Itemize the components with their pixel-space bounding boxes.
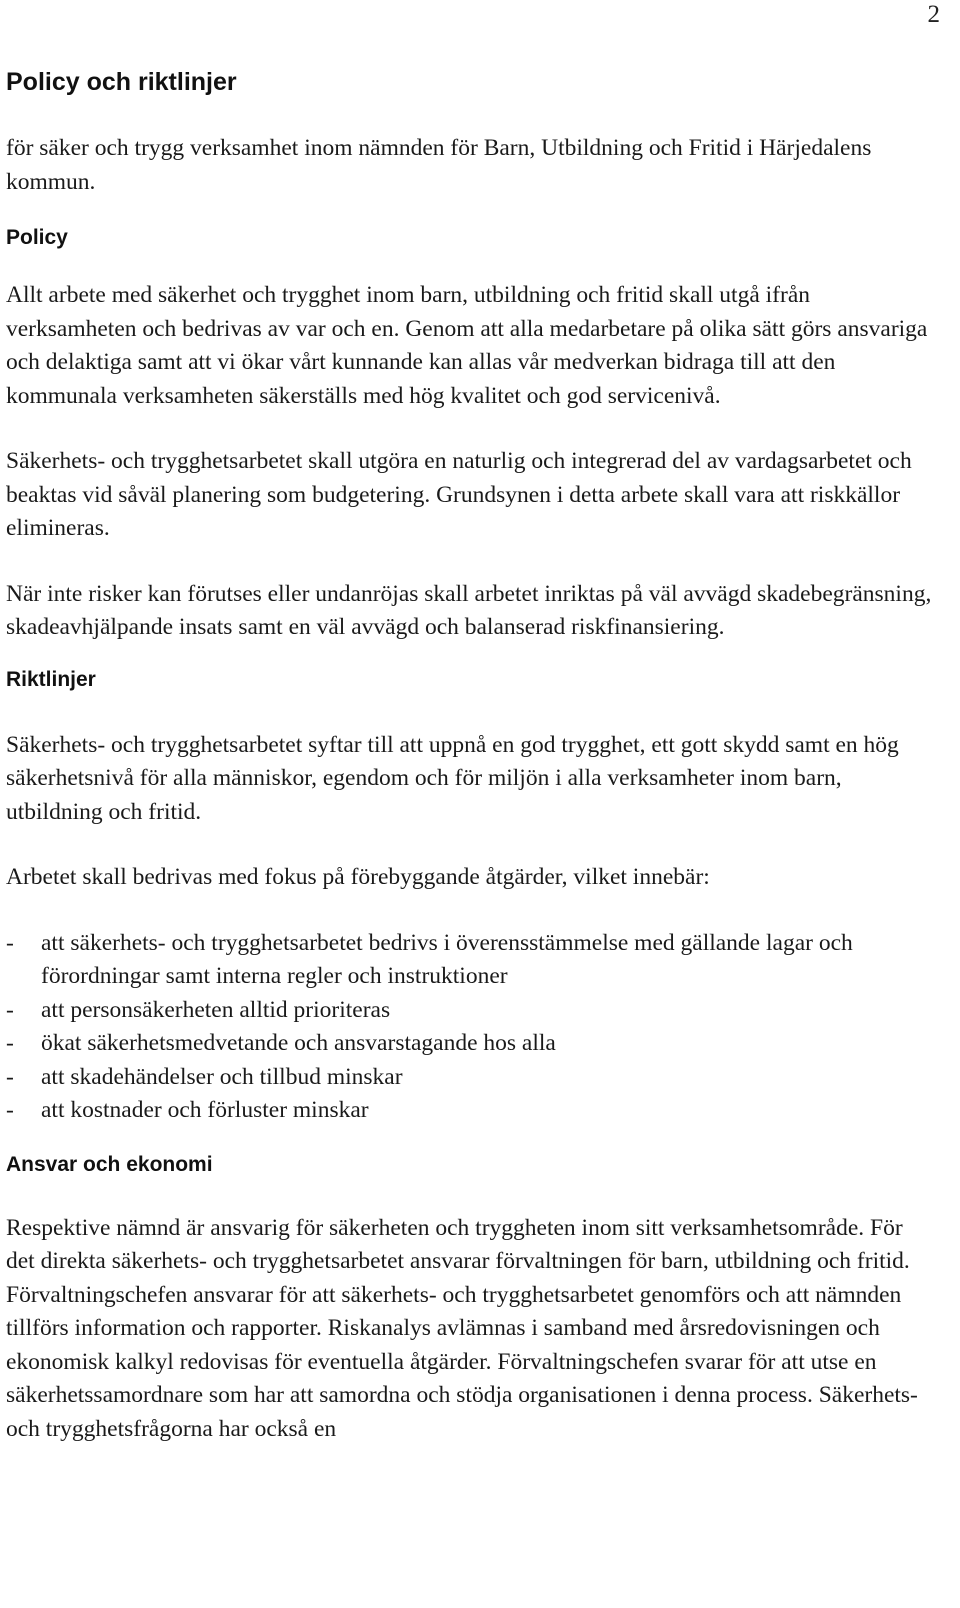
document-title: Policy och riktlinjer	[6, 68, 237, 96]
list-item-text: att skadehändelser och tillbud minskar	[41, 1063, 403, 1090]
policy-paragraph: Allt arbete med säkerhet och trygghet inom barn, utbildning och fritid skall utgå ifrån verksamheten och bedrivas av var och en. Genom att alla medarbetare på olika sätt görs ansvariga och delaktiga samt att vi ökar vårt kunnande kan allas vår medverkan bidraga till att den kommunala verksamheten säkerställs med hög kvalitet och god servicenivå.	[6, 282, 928, 409]
list-item	[6, 1027, 936, 1061]
riktlinjer-paragraph: Säkerhets- och trygghetsarbetet syftar till att uppnå en god trygghet, ett gott skydd samt en hög säkerhetsnivå för alla människor, egendom och för miljön i alla verksamheter inom barn, utbildning och fritid.	[6, 731, 899, 825]
policy-paragraph: När inte risker kan förutses eller undanröjas skall arbetet inriktas på väl avvägd skadebegränsning, skadeavhjälpande insats samt en väl avvägd och balanserad riskfinansiering.	[6, 580, 932, 640]
policy-paragraph: Säkerhets- och trygghetsarbetet skall utgöra en naturlig och integrerad del av vardagsarbetet och beaktas vid såväl planering som budgetering. Grundsynen i detta arbete skall vara att riskkällor elimineras.	[6, 448, 912, 541]
riktlinjer-heading: Riktlinjer	[6, 667, 96, 691]
list-item-text: ökat säkerhetsmedvetande och ansvarstagande hos alla	[41, 1030, 556, 1056]
intro-paragraph: för säker och trygg verksamhet inom nämnden för Barn, Utbildning och Fritid i Härjedalens kommun.	[6, 135, 872, 195]
policy-heading: Policy	[6, 226, 68, 249]
list-item	[6, 1061, 936, 1095]
list-dash: -	[6, 1030, 14, 1056]
list-dash: -	[6, 929, 14, 956]
riktlinjer-list	[6, 927, 936, 1128]
list-dash: -	[6, 1097, 14, 1123]
list-item	[6, 1094, 936, 1128]
list-item-text: att säkerhets- och trygghetsarbetet bedrivs i överensstämmelse med gällande lagar och förordningar samt interna regler och instruktioner	[41, 929, 853, 989]
ansvar-heading: Ansvar och ekonomi	[6, 1152, 213, 1176]
riktlinjer-paragraph: Arbetet skall bedrivas med fokus på förebyggande åtgärder, vilket innebär:	[6, 864, 710, 890]
list-item	[6, 994, 936, 1028]
list-item-text: att personsäkerheten alltid prioriteras	[41, 996, 391, 1023]
list-dash: -	[6, 1063, 14, 1090]
list-dash: -	[6, 996, 14, 1023]
list-item-text: att kostnader och förluster minskar	[41, 1097, 369, 1123]
page-number: 2	[927, 1, 940, 28]
ansvar-paragraph: Respektive nämnd är ansvarig för säkerheten och tryggheten inom sitt verksamhetsområde. För det direkta säkerhets- och trygghetsarbetet ansvarar förvaltningen för barn, utbildning och fritid. Förvaltningschefen ansvarar för att säkerhets- och trygghetsarbetet genomförs och att nämnden tillförs information och rapporter. Riskanalys avlämnas i samband med årsredovisningen och ekonomisk kalkyl redovisas för eventuella åtgärder. Förvaltningschefen svarar för att utse en säkerhetssamordnare som har att samordna och stödja organisationen i denna process. Säkerhets- och trygghetsfrågorna har också en	[6, 1214, 918, 1442]
document-content	[6, 62, 936, 1446]
list-item	[6, 927, 936, 994]
